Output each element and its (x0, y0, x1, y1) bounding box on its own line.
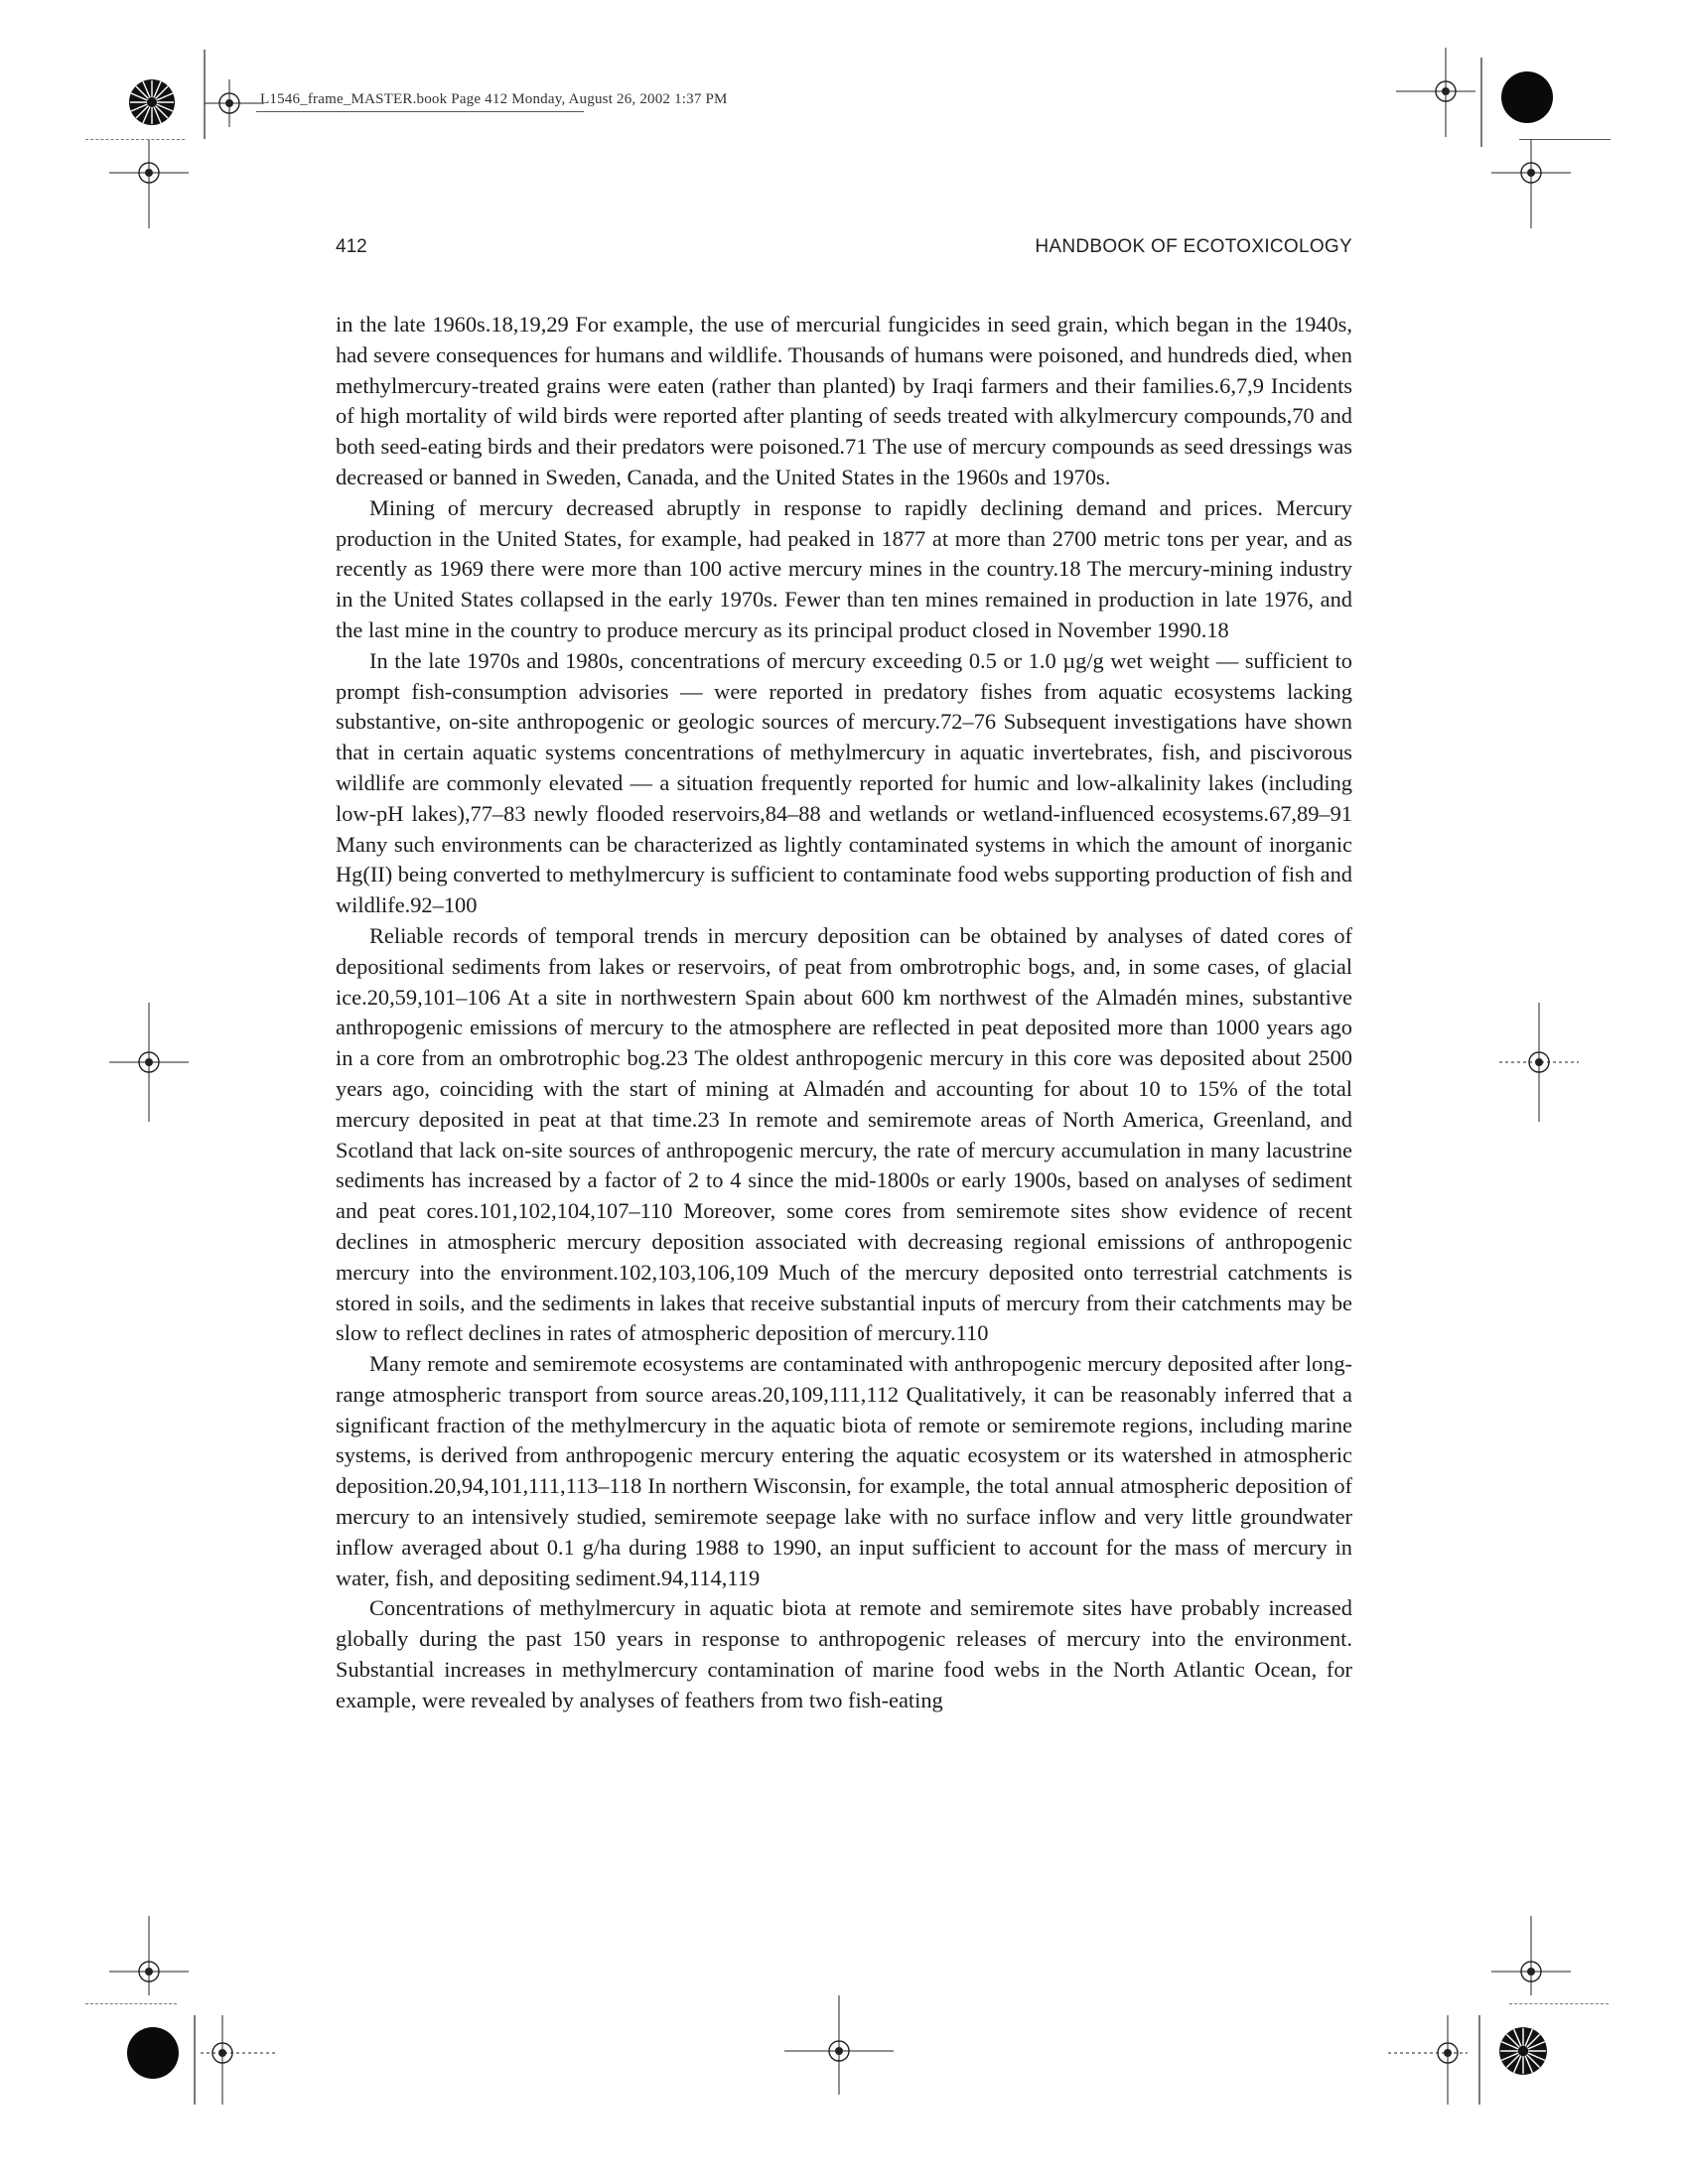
paragraph: in the late 1960s.18,19,29 For example, the use of mercurial fungicides in seed grain, which began in the 1940s, had severe consequences for humans and wildlife. Thousands of humans were poisoned, and hundreds died, when methylmercury-treated grains were eaten (rather than planted) by Iraqi farmers and their families.6,7,9 Incidents of high mortality of wild birds were reported after planting of seeds treated with alkylmercury compounds,70 and both seed-eating birds and their predators were poisoned.71 The use of mercury compounds as seed dressings was decreased or banned in Sweden, Canada, and the United States in the 1960s and 1970s. (336, 312, 1352, 489)
page-number: 412 (336, 236, 367, 257)
trim-line (1509, 2003, 1609, 2004)
crosshair-icon (109, 1916, 189, 2005)
crosshair-icon (187, 2005, 276, 2105)
print-slug: L1546_frame_MASTER.book Page 412 Monday, August 26, 2002 1:37 PM (260, 91, 728, 107)
trim-line (85, 139, 185, 140)
registration-dot-icon (1499, 69, 1555, 125)
registration-dot-icon (125, 2025, 181, 2081)
crosshair-icon (109, 139, 189, 228)
paragraph: Mining of mercury decreased abruptly in response to rapidly declining demand and prices. Mercury production in the United States, for example, had peaked in 1877 at more than 2700 metric tons per year, and as recently as 1969 there were more than 100 active mercury mines in the country.18 The mercury-mining industry in the United States collapsed in the early 1970s. Fewer than ten mines remained in production in late 1976, and the last mine in the country to produce mercury as its principal product closed in November 1990.18 (336, 494, 1352, 642)
crosshair-icon (1491, 139, 1571, 228)
crosshair-icon (1491, 1916, 1571, 2005)
crosshair-icon (1396, 48, 1495, 147)
paragraph: Reliable records of temporal trends in mercury deposition can be obtained by analyses of dated cores of depositional sediments from lakes or reservoirs, of peat from ombrotrophic bogs, and, in some cases, of glacial ice.20,59,101–106 At a site in northwestern Spain about 600 km northwest of the Almadén mines, substantive anthropogenic emissions of mercury to the atmosphere are reflected in peat deposited more than 1000 years ago in a core from an ombrotrophic bog.23 The oldest anthropogenic mercury in this core was deposited about 2500 years ago, coinciding with the start of mining at Almadén and accounting for about 10 to 15% of the total mercury deposited in peat at that time.23 In remote and semiremote areas of North America, Greenland, and Scotland that lack on-site sources of anthropogenic mercury, the rate of mercury accumulation in many lacustrine sediments has increased by a factor of 2 to 4 since the mid-1800s or early 1900s, based on analyses of sediment and peat cores.101,102,104,107–110 Moreover, some cores from semiremote sites show evidence of recent declines in atmospheric mercury deposition associated with decreasing regional emissions of anthropogenic mercury into the environment.102,103,106,109 Much of the mercury deposited onto terrestrial catchments is stored in soils, and the sediments in lakes that receive substantial inputs of mercury from their catchments may be slow to reflect declines in rates of atmospheric deposition of mercury.110 (336, 922, 1352, 1346)
paragraph: In the late 1970s and 1980s, concentrations of mercury exceeding 0.5 or 1.0 µg/g wet weight — sufficient to prompt fish-consumption advisories — were reported in predatory fishes from aquatic ecosystems lacking substantive, on-site anthropogenic or geologic sources of mercury.72–76 Subsequent investigations have shown that in certain aquatic systems concentrations of methylmercury in aquatic invertebrates, fish, and piscivorous wildlife are commonly elevated — a situation frequently reported for humic and low-alkalinity lakes (including low-pH lakes),77–83 newly flooded reservoirs,84–88 and wetlands or wetland-influenced ecosystems.67,89–91 Many such environments can be characterized as lightly contaminated systems in which the amount of inorganic Hg(II) being converted to methylmercury is sufficient to contaminate food webs supporting production of fish and wildlife.92–100 (336, 647, 1352, 918)
paragraph: Concentrations of methylmercury in aquatic biota at remote and semiremote sites have probably increased globally during the past 150 years in response to anthropogenic releases of mercury into the environment. Substantial increases in methylmercury contamination of marine food webs in the North Atlantic Ocean, for example, were revealed by analyses of feathers from two fish-eating (336, 1595, 1352, 1712)
trim-line (85, 2003, 177, 2004)
slug-rule (256, 111, 584, 112)
body-text (336, 310, 1352, 1716)
crosshair-icon (195, 50, 264, 139)
registration-sunburst-icon (1497, 2025, 1549, 2077)
crosshair-icon (1388, 2005, 1487, 2105)
running-head: HANDBOOK OF ECOTOXICOLOGY (1035, 236, 1352, 257)
registration-sunburst-icon (127, 77, 177, 127)
paragraph: Many remote and semiremote ecosystems are contaminated with anthropogenic mercury deposited after long-range atmospheric transport from source areas.20,109,111,112 Qualitatively, it can be reasonably inferred that a significant fraction of the methylmercury in the aquatic biota of remote or semiremote regions, including marine systems, is derived from anthropogenic mercury entering the aquatic ecosystem or its watershed in atmospheric deposition.20,94,101,111,113–118 In northern Wisconsin, for example, the total annual atmospheric deposition of mercury to an intensively studied, semiremote seepage lake with no surface inflow and very little groundwater inflow averaged about 0.1 g/ha during 1988 to 1990, an input sufficient to account for the mass of mercury in water, fish, and depositing sediment.94,114,119 (336, 1351, 1352, 1590)
crosshair-icon (784, 1995, 894, 2095)
crosshair-icon (1499, 1003, 1579, 1122)
crosshair-icon (109, 1003, 189, 1122)
